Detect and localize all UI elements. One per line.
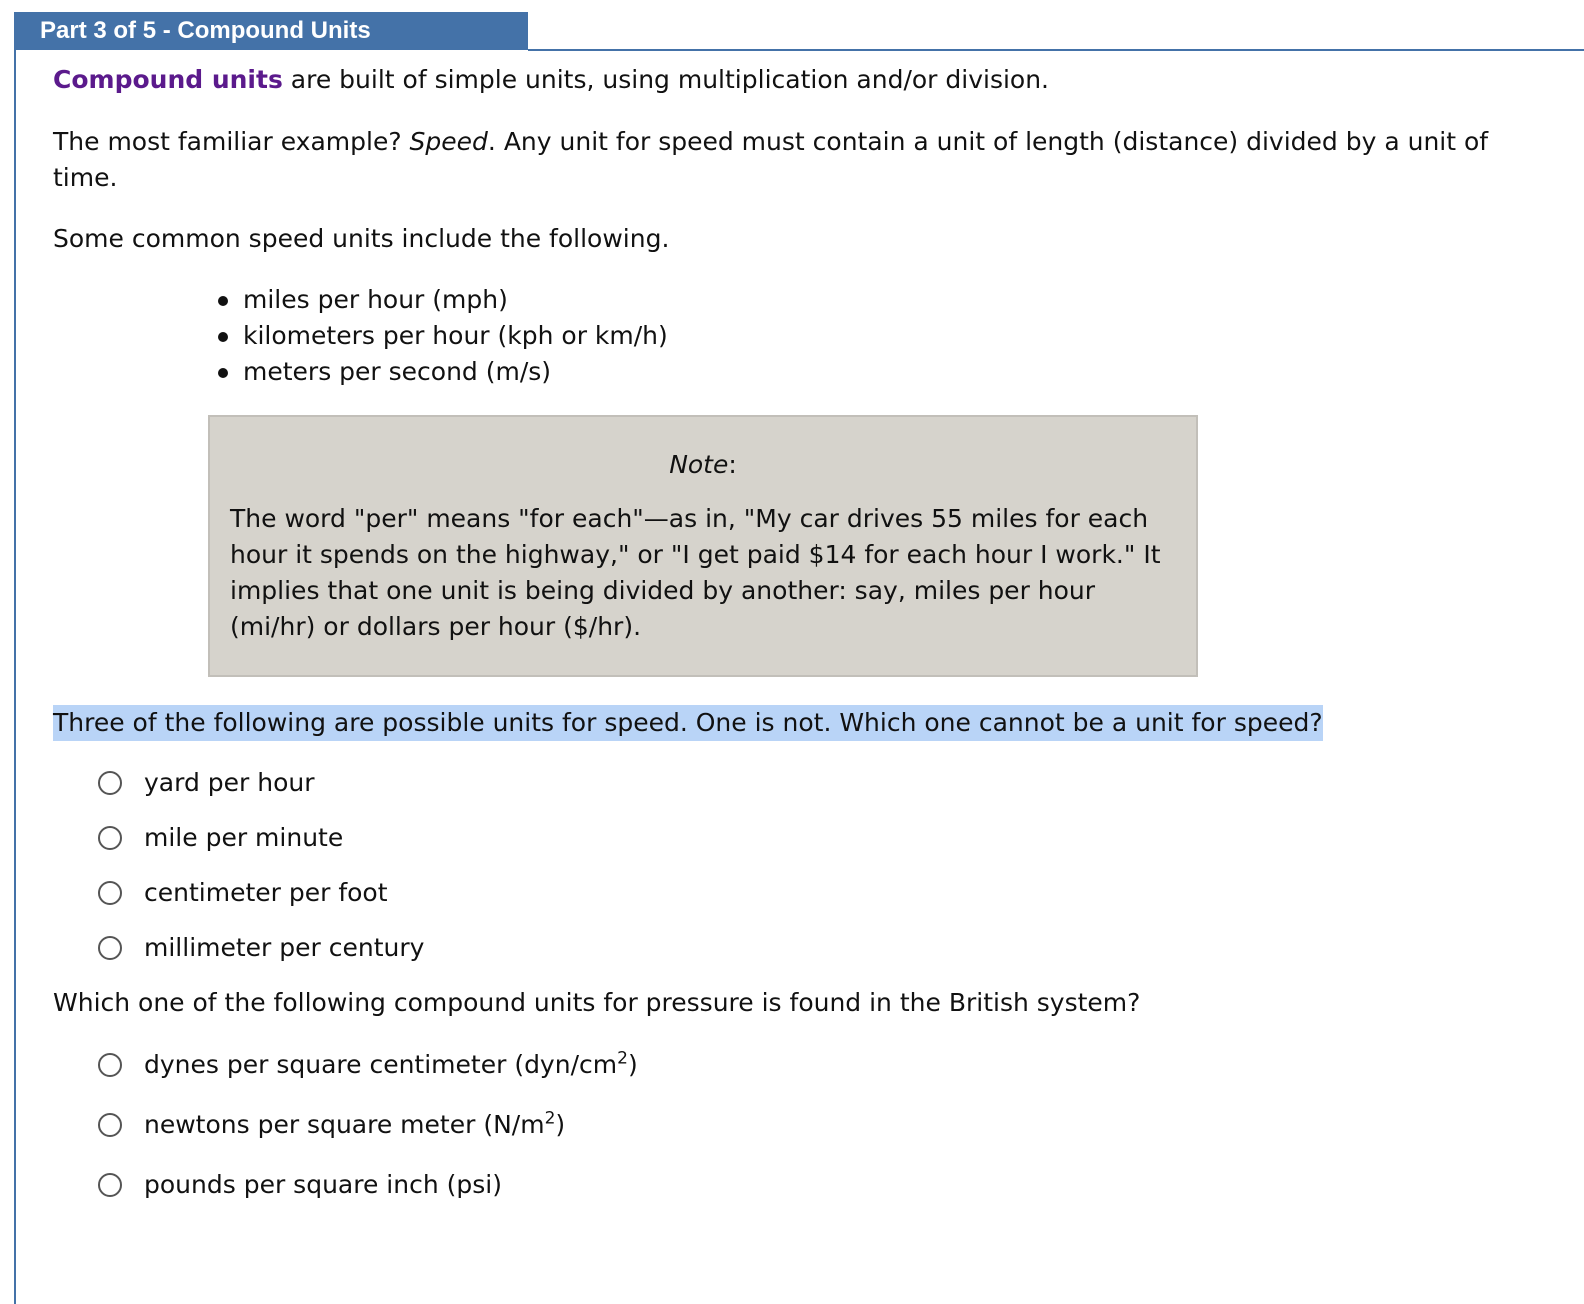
answer-option[interactable] bbox=[98, 1095, 1523, 1155]
answer-close: ) bbox=[627, 1050, 638, 1079]
answer-option[interactable] bbox=[98, 810, 1523, 865]
answer-text: dynes per square centimeter (dyn/cm bbox=[144, 1050, 618, 1079]
definition-paragraph bbox=[53, 62, 1523, 98]
radio-button[interactable] bbox=[98, 1173, 122, 1197]
definition-text: are built of simple units, using multiplication and/or division. bbox=[282, 65, 1050, 94]
note-body: The word "per" means "for each"—as in, "My car drives 55 miles for each hour it spends on the highway," or "I get paid $14 for each hour I work." It implies that one unit is being divided by another: say, miles per hour (mi/hr) or dollars per hour ($/hr). bbox=[230, 504, 1161, 641]
answer-label[interactable] bbox=[144, 1107, 565, 1143]
list-item: kilometers per hour (kph or km/h) bbox=[213, 318, 1523, 354]
answer-label[interactable] bbox=[144, 1047, 638, 1083]
answer-text: newtons per square meter (N/m bbox=[144, 1110, 545, 1139]
exponent: 2 bbox=[544, 1108, 556, 1129]
answer-option[interactable] bbox=[98, 865, 1523, 920]
exponent: 2 bbox=[617, 1048, 628, 1069]
question-2-options bbox=[98, 1035, 1523, 1215]
radio-button[interactable] bbox=[98, 936, 122, 960]
question-2 bbox=[53, 985, 1523, 1215]
header-rule bbox=[528, 49, 1584, 51]
answer-label[interactable]: yard per hour bbox=[144, 767, 315, 797]
answer-label[interactable] bbox=[144, 1167, 502, 1203]
question-1-prompt: Three of the following are possible units for speed. One is not. Which one cannot be a unit for speed? bbox=[53, 705, 1323, 741]
question-1-options bbox=[98, 755, 1523, 975]
answer-option[interactable] bbox=[98, 920, 1523, 975]
note-title-word: Note bbox=[669, 450, 729, 479]
note-box bbox=[208, 415, 1198, 677]
radio-button[interactable] bbox=[98, 826, 122, 850]
answer-text: pounds per square inch (psi) bbox=[144, 1170, 502, 1199]
compound-units-term: Compound units bbox=[53, 65, 283, 94]
question-1 bbox=[53, 705, 1523, 975]
radio-button[interactable] bbox=[98, 1113, 122, 1137]
speed-units-list bbox=[213, 282, 1523, 390]
note-title-colon: : bbox=[728, 450, 737, 479]
part-tab: Part 3 of 5 - Compound Units bbox=[14, 12, 528, 50]
radio-button[interactable] bbox=[98, 881, 122, 905]
answer-option[interactable] bbox=[98, 1035, 1523, 1095]
example-rest: . Any unit for speed must contain a unit of length (distance) divided by a unit of time. bbox=[53, 127, 1489, 192]
list-item: miles per hour (mph) bbox=[213, 282, 1523, 318]
note-title bbox=[230, 447, 1176, 483]
answer-label[interactable]: mile per minute bbox=[144, 822, 344, 852]
answer-label[interactable]: centimeter per foot bbox=[144, 877, 388, 907]
answer-option[interactable] bbox=[98, 1155, 1523, 1215]
example-paragraph bbox=[53, 124, 1523, 196]
common-units-intro: Some common speed units include the following. bbox=[53, 224, 670, 253]
answer-close: ) bbox=[555, 1110, 566, 1139]
radio-button[interactable] bbox=[98, 1053, 122, 1077]
answer-option[interactable] bbox=[98, 755, 1523, 810]
radio-button[interactable] bbox=[98, 771, 122, 795]
answer-label[interactable]: millimeter per century bbox=[144, 932, 425, 962]
question-2-prompt: Which one of the following compound units for pressure is found in the British system? bbox=[53, 988, 1141, 1017]
lesson-content bbox=[53, 62, 1523, 1215]
list-item: meters per second (m/s) bbox=[213, 354, 1523, 390]
speed-emphasis: Speed bbox=[409, 127, 488, 156]
example-lead: The most familiar example? bbox=[53, 127, 410, 156]
panel-left-border bbox=[14, 50, 16, 1304]
